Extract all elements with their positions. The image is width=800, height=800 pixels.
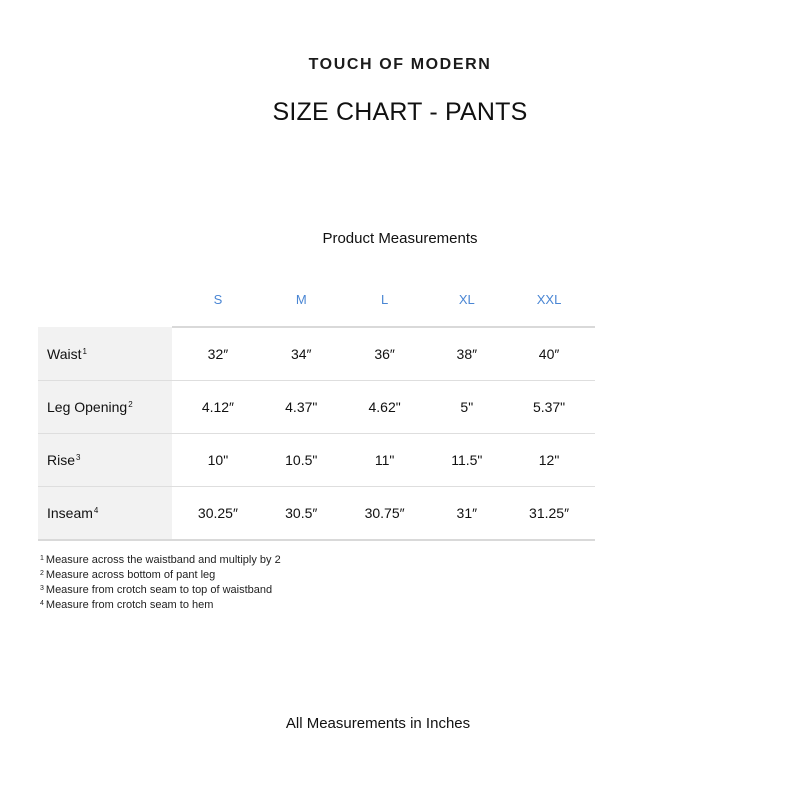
table-cell: 11.5" [431, 434, 504, 487]
table-corner-cell [38, 272, 172, 327]
row-label-rise [38, 434, 172, 487]
table-cell: 31″ [431, 487, 504, 541]
size-header-s: S [172, 272, 264, 327]
size-header-xl: XL [431, 272, 504, 327]
table-row-rise [38, 434, 595, 487]
footnote-marker: 2 [128, 400, 133, 409]
table-cell: 10" [172, 434, 264, 487]
table-cell: 4.62" [339, 381, 431, 434]
table-cell: 30.75″ [339, 487, 431, 541]
footnote-3 [40, 582, 281, 597]
footnote-number: 4 [40, 600, 44, 607]
table-cell: 11" [339, 434, 431, 487]
footnote-number: 1 [40, 555, 44, 562]
size-chart-table [38, 272, 595, 541]
size-header-l: L [339, 272, 431, 327]
footnote-marker: 1 [82, 346, 87, 356]
footnote-1 [40, 552, 281, 567]
table-cell: 5.37" [503, 381, 595, 434]
footnote-text: Measure from crotch seam to hem [45, 599, 214, 611]
footnote-marker: 3 [76, 453, 81, 462]
table-cell: 40″ [503, 327, 595, 381]
table-cell: 12" [503, 434, 595, 487]
row-label-leg-opening [38, 381, 172, 434]
footnote-2 [40, 567, 281, 582]
table-cell: 36″ [339, 327, 431, 381]
table-row-waist [38, 327, 595, 381]
table-row-leg-opening [38, 381, 595, 434]
row-label-text: Waist [47, 345, 82, 362]
footnote-marker: 4 [93, 506, 99, 515]
row-label-text: Inseam [47, 505, 93, 521]
table-cell: 34″ [264, 327, 339, 381]
table-cell: 30.25″ [172, 487, 264, 541]
row-label-waist [38, 327, 172, 381]
section-title: Product Measurements [322, 230, 478, 247]
footnotes [40, 552, 281, 612]
footnote-number: 3 [40, 585, 44, 592]
footnote-number: 2 [40, 570, 44, 577]
measurement-units-note: All Measurements in Inches [285, 715, 471, 732]
row-label-inseam [38, 487, 172, 541]
brand-logo: TOUCH OF MODERN [308, 56, 492, 73]
page-title: SIZE CHART - PANTS [272, 98, 528, 126]
table-cell: 32″ [172, 327, 264, 381]
table-cell: 4.12″ [172, 381, 264, 434]
row-label-text: Rise [47, 452, 76, 468]
footnote-text: Measure across bottom of pant leg [45, 569, 216, 581]
table-cell: 5" [431, 381, 504, 434]
footnote-4 [40, 597, 281, 612]
footnote-text: Measure from crotch seam to top of waistband [45, 584, 273, 596]
table-cell: 30.5″ [264, 487, 339, 541]
footnote-text: Measure across the waistband and multiply by 2 [45, 554, 281, 566]
table-row-inseam [38, 487, 595, 541]
table-cell: 38″ [431, 327, 504, 381]
size-header-m: M [264, 272, 339, 327]
table-cell: 10.5" [264, 434, 339, 487]
row-label-text: Leg Opening [47, 399, 128, 415]
size-header-row [38, 272, 595, 327]
table-cell: 4.37" [264, 381, 339, 434]
size-header-xxl: XXL [503, 272, 595, 327]
table-cell: 31.25″ [503, 487, 595, 541]
